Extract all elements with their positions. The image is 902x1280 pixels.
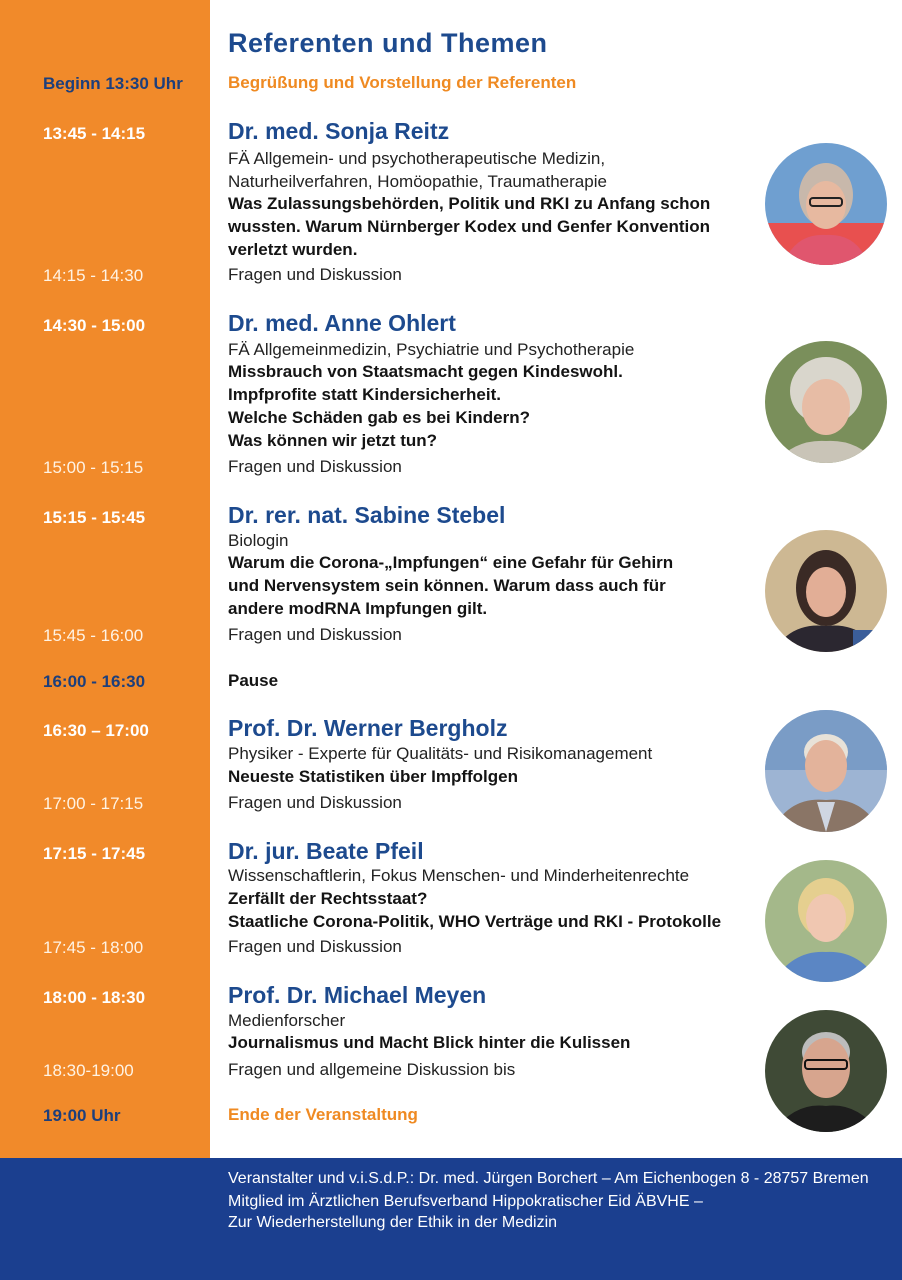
speaker-photo	[765, 530, 887, 652]
footer-line: Veranstalter und v.i.S.d.P.: Dr. med. Jürgen Borchert – Am Eichenbogen 8 - 28757 Bremen	[228, 1170, 869, 1187]
qa-label: Fragen und Diskussion	[228, 793, 402, 812]
talk-topic: Zerfällt der Rechtsstaat?	[228, 889, 428, 908]
page-title: Referenten und Themen	[228, 28, 548, 58]
qa-label: Fragen und Diskussion	[228, 457, 402, 476]
session-time: 17:15 - 17:45	[43, 844, 146, 863]
talk-topic: Staatliche Corona-Politik, WHO Verträge und RKI - Protokolle	[228, 912, 722, 931]
talk-topic: Neueste Statistiken über Impffolgen	[228, 767, 518, 786]
end-label: Ende der Veranstaltung	[228, 1105, 418, 1124]
talk-topic: und Nervensystem sein können. Warum dass auch für	[228, 576, 666, 595]
talk-topic: Welche Schäden gab es bei Kindern?	[228, 408, 530, 427]
speaker-photo	[765, 1010, 887, 1132]
qa-time: 18:30-19:00	[43, 1061, 134, 1080]
talk-topic: wussten. Warum Nürnberger Kodex und Genfer Konvention	[228, 217, 711, 236]
speaker-role: Physiker - Experte für Qualitäts- und Risikomanagement	[228, 744, 653, 763]
speaker-name: Dr. med. Anne Ohlert	[228, 310, 456, 336]
session-time: 14:30 - 15:00	[43, 316, 146, 335]
talk-topic: Warum die Corona-„Impfungen“ eine Gefahr für Gehirn	[228, 553, 674, 572]
speaker-photo	[765, 341, 887, 463]
talk-topic: verletzt wurden.	[228, 240, 358, 259]
speaker-role: Naturheilverfahren, Homöopathie, Traumatherapie	[228, 172, 607, 191]
footer	[0, 1158, 902, 1280]
qa-label: Fragen und Diskussion	[228, 265, 402, 284]
qa-label: Fragen und allgemeine Diskussion bis	[228, 1060, 516, 1079]
speaker-photo	[765, 143, 887, 265]
speaker-name: Dr. rer. nat. Sabine Stebel	[228, 502, 506, 528]
qa-time: 17:00 - 17:15	[43, 794, 144, 813]
talk-topic: Was können wir jetzt tun?	[228, 431, 438, 450]
session-time: 16:30 – 17:00	[43, 721, 149, 740]
qa-label: Fragen und Diskussion	[228, 937, 402, 956]
speaker-name: Prof. Dr. Werner Bergholz	[228, 715, 508, 741]
session-time: 13:45 - 14:15	[43, 124, 146, 143]
speaker-role: Medienforscher	[228, 1011, 346, 1030]
qa-time: 15:00 - 15:15	[43, 458, 144, 477]
speaker-role: FÄ Allgemeinmedizin, Psychiatrie und Psychotherapie	[228, 340, 635, 359]
speaker-photo	[765, 710, 887, 832]
speaker-name: Prof. Dr. Michael Meyen	[228, 982, 487, 1008]
orange-sidebar	[0, 0, 210, 1158]
end-time: 19:00 Uhr	[43, 1106, 121, 1125]
qa-label: Fragen und Diskussion	[228, 625, 402, 644]
talk-topic: Impfprofite statt Kindersicherheit.	[228, 385, 501, 404]
qa-time: 17:45 - 18:00	[43, 938, 144, 957]
talk-topic: Journalismus und Macht Blick hinter die Kulissen	[228, 1033, 631, 1052]
footer-line: Mitglied im Ärztlichen Berufsverband Hippokratischer Eid ÄBVHE –	[228, 1193, 703, 1210]
footer-line: Zur Wiederherstellung der Ethik in der Medizin	[228, 1214, 558, 1231]
pause-time: 16:00 - 16:30	[43, 672, 146, 691]
speaker-name: Dr. med. Sonja Reitz	[228, 118, 450, 144]
qa-time: 15:45 - 16:00	[43, 626, 144, 645]
speaker-role: Wissenschaftlerin, Fokus Menschen- und Minderheitenrechte	[228, 866, 690, 885]
intro-text: Begrüßung und Vorstellung der Referenten	[228, 73, 577, 92]
speaker-role: Biologin	[228, 531, 289, 550]
qa-time: 14:15 - 14:30	[43, 266, 144, 285]
speaker-role: FÄ Allgemein- und psychotherapeutische Medizin,	[228, 149, 606, 168]
talk-topic: andere modRNA Impfungen gilt.	[228, 599, 488, 618]
session-time: 15:15 - 15:45	[43, 508, 146, 527]
speaker-photo	[765, 860, 887, 982]
talk-topic: Missbrauch von Staatsmacht gegen Kindeswohl.	[228, 362, 623, 381]
talk-topic: Was Zulassungsbehörden, Politik und RKI zu Anfang schon	[228, 194, 711, 213]
speaker-name: Dr. jur. Beate Pfeil	[228, 838, 424, 864]
pause-label: Pause	[228, 671, 279, 690]
session-time: 18:00 - 18:30	[43, 988, 146, 1007]
intro-time: Beginn 13:30 Uhr	[43, 74, 183, 93]
